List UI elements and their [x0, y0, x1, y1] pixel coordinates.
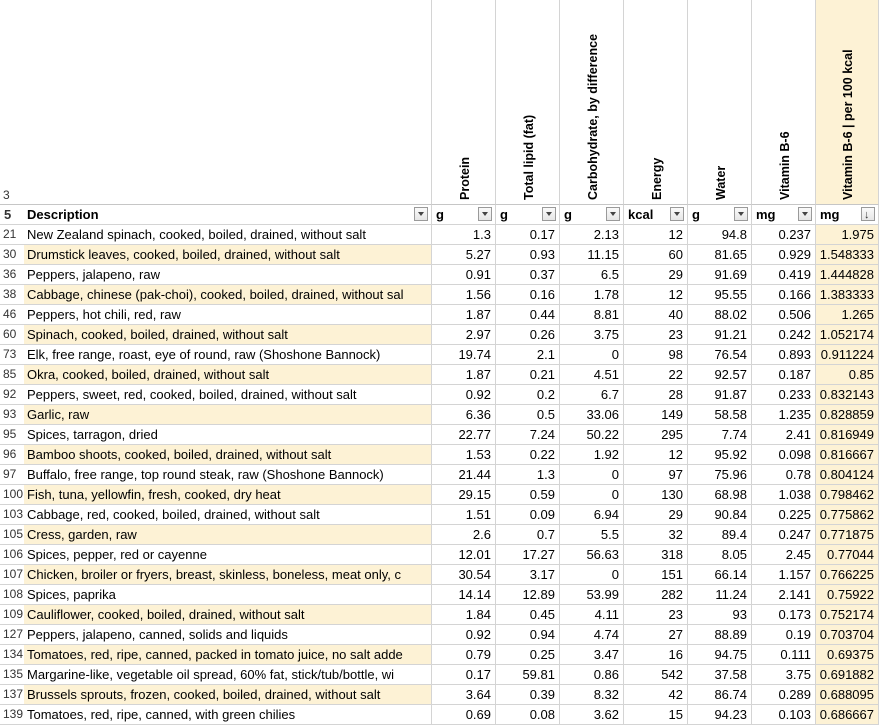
row-number[interactable]: 97 [0, 465, 24, 485]
cell-water[interactable]: 88.02 [688, 305, 752, 325]
cell-protein[interactable]: 12.01 [432, 545, 496, 565]
cell-carb[interactable]: 0 [560, 465, 624, 485]
column-title-carb: Carbohydrate, by difference [585, 33, 600, 200]
row-number[interactable]: 30 [0, 245, 24, 265]
cell-b6[interactable]: 0.893 [752, 345, 816, 365]
cell-water[interactable]: 76.54 [688, 345, 752, 365]
cell-fat[interactable]: 0.59 [496, 485, 560, 505]
cell-b6kcal[interactable]: 0.798462 [816, 485, 879, 505]
units-cell-water[interactable] [688, 205, 752, 225]
unit-label: g [692, 207, 700, 222]
cell-carb[interactable]: 3.75 [560, 325, 624, 345]
units-cell-protein[interactable] [432, 205, 496, 225]
table-row [0, 505, 879, 525]
cell-fat[interactable]: 3.17 [496, 565, 560, 585]
cell-protein[interactable]: 19.74 [432, 345, 496, 365]
cell-carb[interactable]: 8.32 [560, 685, 624, 705]
row-number[interactable]: 103 [0, 505, 24, 525]
cell-b6kcal[interactable]: 0.752174 [816, 605, 879, 625]
cell-carb[interactable]: 0 [560, 485, 624, 505]
cell-protein[interactable]: 0.91 [432, 265, 496, 285]
cell-desc[interactable]: Bamboo shoots, cooked, boiled, drained, without salt [24, 445, 432, 465]
table-row [0, 285, 879, 305]
cell-desc[interactable]: New Zealand spinach, cooked, boiled, drained, without salt [24, 225, 432, 245]
row-number[interactable]: 127 [0, 625, 24, 645]
cell-fat[interactable]: 0.21 [496, 365, 560, 385]
cell-carb[interactable]: 6.7 [560, 385, 624, 405]
cell-desc[interactable]: Spices, tarragon, dried [24, 425, 432, 445]
unit-label: g [500, 207, 508, 222]
cell-desc[interactable]: Drumstick leaves, cooked, boiled, drained, without salt [24, 245, 432, 265]
cell-protein[interactable]: 22.77 [432, 425, 496, 445]
cell-fat[interactable]: 0.17 [496, 225, 560, 245]
cell-b6kcal[interactable]: 0.691882 [816, 665, 879, 685]
cell-carb[interactable]: 3.62 [560, 705, 624, 725]
cell-protein[interactable]: 5.27 [432, 245, 496, 265]
cell-b6kcal[interactable]: 0.771875 [816, 525, 879, 545]
cell-water[interactable]: 66.14 [688, 565, 752, 585]
cell-fat[interactable]: 0.2 [496, 385, 560, 405]
cell-desc[interactable]: Spinach, cooked, boiled, drained, without salt [24, 325, 432, 345]
table-row [0, 405, 879, 425]
unit-label: g [564, 207, 572, 222]
cell-carb[interactable]: 56.63 [560, 545, 624, 565]
cell-water[interactable]: 86.74 [688, 685, 752, 705]
cell-energy[interactable]: 98 [624, 345, 688, 365]
units-row [0, 205, 879, 225]
cell-fat[interactable]: 17.27 [496, 545, 560, 565]
cell-b6kcal[interactable]: 0.766225 [816, 565, 879, 585]
row-number[interactable]: 46 [0, 305, 24, 325]
cell-energy[interactable]: 27 [624, 625, 688, 645]
filter-dropdown-icon[interactable] [606, 207, 620, 221]
row-number[interactable]: 107 [0, 565, 24, 585]
cell-protein[interactable]: 1.87 [432, 365, 496, 385]
cell-carb[interactable]: 1.78 [560, 285, 624, 305]
cell-b6[interactable]: 0.187 [752, 365, 816, 385]
table-row [0, 445, 879, 465]
filter-dropdown-icon[interactable] [798, 207, 812, 221]
cell-b6kcal[interactable]: 1.975 [816, 225, 879, 245]
cell-protein[interactable]: 0.92 [432, 385, 496, 405]
row-number[interactable]: 95 [0, 425, 24, 445]
table-row [0, 345, 879, 365]
cell-b6[interactable]: 1.157 [752, 565, 816, 585]
cell-fat[interactable]: 12.89 [496, 585, 560, 605]
cell-energy[interactable]: 42 [624, 685, 688, 705]
cell-fat[interactable]: 0.09 [496, 505, 560, 525]
table-row [0, 485, 879, 505]
cell-protein[interactable]: 3.64 [432, 685, 496, 705]
cell-b6kcal[interactable]: 1.548333 [816, 245, 879, 265]
cell-b6kcal[interactable]: 0.69375 [816, 645, 879, 665]
unit-label: mg [756, 207, 776, 222]
cell-b6[interactable]: 0.419 [752, 265, 816, 285]
row-number[interactable]: 108 [0, 585, 24, 605]
row-number[interactable]: 38 [0, 285, 24, 305]
units-cell-description[interactable] [24, 205, 432, 225]
row-number[interactable]: 85 [0, 365, 24, 385]
cell-energy[interactable]: 282 [624, 585, 688, 605]
header-cell-fat[interactable] [496, 0, 560, 205]
cell-protein[interactable]: 0.92 [432, 625, 496, 645]
cell-energy[interactable]: 542 [624, 665, 688, 685]
header-cell-energy[interactable] [624, 0, 688, 205]
cell-desc[interactable]: Tomatoes, red, ripe, canned, packed in tomato juice, no salt adde [24, 645, 432, 665]
cell-carb[interactable]: 1.92 [560, 445, 624, 465]
cell-energy[interactable]: 23 [624, 605, 688, 625]
cell-desc[interactable]: Cauliflower, cooked, boiled, drained, without salt [24, 605, 432, 625]
cell-b6[interactable]: 0.19 [752, 625, 816, 645]
row-number[interactable]: 137 [0, 685, 24, 705]
cell-water[interactable]: 68.98 [688, 485, 752, 505]
cell-fat[interactable]: 0.45 [496, 605, 560, 625]
cell-water[interactable]: 95.55 [688, 285, 752, 305]
cell-energy[interactable]: 97 [624, 465, 688, 485]
cell-b6kcal[interactable]: 0.686667 [816, 705, 879, 725]
units-cell-carb[interactable] [560, 205, 624, 225]
cell-desc[interactable]: Tomatoes, red, ripe, canned, with green chilies [24, 705, 432, 725]
cell-fat[interactable]: 0.26 [496, 325, 560, 345]
cell-fat[interactable]: 1.3 [496, 465, 560, 485]
cell-desc[interactable]: Cabbage, chinese (pak-choi), cooked, boiled, drained, without sal [24, 285, 432, 305]
cell-protein[interactable]: 0.79 [432, 645, 496, 665]
table-row [0, 645, 879, 665]
row-number[interactable]: 73 [0, 345, 24, 365]
cell-fat[interactable]: 0.16 [496, 285, 560, 305]
cell-protein[interactable]: 21.44 [432, 465, 496, 485]
cell-b6[interactable]: 2.141 [752, 585, 816, 605]
cell-energy[interactable]: 151 [624, 565, 688, 585]
cell-energy[interactable]: 60 [624, 245, 688, 265]
cell-protein[interactable]: 30.54 [432, 565, 496, 585]
cell-carb[interactable]: 50.22 [560, 425, 624, 445]
cell-b6kcal[interactable]: 0.832143 [816, 385, 879, 405]
cell-b6kcal[interactable]: 0.816949 [816, 425, 879, 445]
cell-fat[interactable]: 0.25 [496, 645, 560, 665]
table-row [0, 365, 879, 385]
cell-protein[interactable]: 29.15 [432, 485, 496, 505]
cell-carb[interactable]: 4.11 [560, 605, 624, 625]
cell-protein[interactable]: 0.69 [432, 705, 496, 725]
cell-protein[interactable]: 1.56 [432, 285, 496, 305]
cell-b6kcal[interactable]: 0.703704 [816, 625, 879, 645]
cell-carb[interactable]: 0.86 [560, 665, 624, 685]
cell-water[interactable]: 11.24 [688, 585, 752, 605]
cell-b6[interactable]: 1.235 [752, 405, 816, 425]
row-number[interactable]: 134 [0, 645, 24, 665]
cell-water[interactable]: 93 [688, 605, 752, 625]
cell-carb[interactable]: 0 [560, 565, 624, 585]
table-row [0, 385, 879, 405]
cell-desc[interactable]: Cress, garden, raw [24, 525, 432, 545]
cell-carb[interactable]: 11.15 [560, 245, 624, 265]
cell-water[interactable]: 94.23 [688, 705, 752, 725]
cell-carb[interactable]: 2.13 [560, 225, 624, 245]
table-row [0, 585, 879, 605]
table-row [0, 225, 879, 245]
cell-water[interactable]: 81.65 [688, 245, 752, 265]
cell-energy[interactable]: 40 [624, 305, 688, 325]
header-cell-b6kcal[interactable] [816, 0, 879, 205]
cell-energy[interactable]: 295 [624, 425, 688, 445]
cell-energy[interactable]: 22 [624, 365, 688, 385]
header-cell-water[interactable] [688, 0, 752, 205]
unit-label: mg [820, 207, 840, 222]
table-row [0, 465, 879, 485]
header-cell-b6[interactable] [752, 0, 816, 205]
cell-fat[interactable]: 0.37 [496, 265, 560, 285]
row-number[interactable]: 100 [0, 485, 24, 505]
cell-water[interactable]: 94.75 [688, 645, 752, 665]
cell-energy[interactable]: 15 [624, 705, 688, 725]
cell-protein[interactable]: 1.51 [432, 505, 496, 525]
table-row [0, 425, 879, 445]
row-number[interactable]: 135 [0, 665, 24, 685]
row-number[interactable]: 60 [0, 325, 24, 345]
column-title-energy: Energy [649, 157, 664, 200]
cell-desc[interactable]: Cabbage, red, cooked, boiled, drained, without salt [24, 505, 432, 525]
cell-b6[interactable]: 1.038 [752, 485, 816, 505]
cell-b6[interactable]: 0.111 [752, 645, 816, 665]
cell-energy[interactable]: 23 [624, 325, 688, 345]
cell-water[interactable]: 94.8 [688, 225, 752, 245]
cell-water[interactable]: 91.87 [688, 385, 752, 405]
header-row [0, 0, 879, 205]
description-header: Description [27, 207, 99, 222]
cell-protein[interactable]: 6.36 [432, 405, 496, 425]
cell-b6kcal[interactable]: 0.75922 [816, 585, 879, 605]
cell-energy[interactable]: 12 [624, 445, 688, 465]
cell-carb[interactable]: 53.99 [560, 585, 624, 605]
cell-fat[interactable]: 0.08 [496, 705, 560, 725]
cell-desc[interactable]: Elk, free range, roast, eye of round, raw (Shoshone Bannock) [24, 345, 432, 365]
cell-carb[interactable]: 4.51 [560, 365, 624, 385]
row-number[interactable]: 5 [0, 205, 24, 225]
table-row [0, 245, 879, 265]
cell-desc[interactable]: Okra, cooked, boiled, drained, without salt [24, 365, 432, 385]
cell-protein[interactable]: 1.3 [432, 225, 496, 245]
table-row [0, 705, 879, 725]
cell-b6kcal[interactable]: 0.688095 [816, 685, 879, 705]
column-title-water: Water [713, 165, 728, 200]
sort-descending-filter-icon[interactable] [861, 207, 875, 221]
cell-carb[interactable]: 5.5 [560, 525, 624, 545]
row-number[interactable]: 109 [0, 605, 24, 625]
cell-carb[interactable]: 4.74 [560, 625, 624, 645]
table-row [0, 685, 879, 705]
cell-carb[interactable]: 8.81 [560, 305, 624, 325]
cell-water[interactable]: 88.89 [688, 625, 752, 645]
cell-desc[interactable]: Spices, pepper, red or cayenne [24, 545, 432, 565]
cell-desc[interactable]: Chicken, broiler or fryers, breast, skinless, boneless, meat only, c [24, 565, 432, 585]
table-row [0, 525, 879, 545]
cell-desc[interactable]: Garlic, raw [24, 405, 432, 425]
cell-energy[interactable]: 318 [624, 545, 688, 565]
cell-water[interactable]: 90.84 [688, 505, 752, 525]
column-title-fat: Total lipid (fat) [521, 114, 536, 200]
cell-water[interactable]: 58.58 [688, 405, 752, 425]
cell-fat[interactable]: 0.39 [496, 685, 560, 705]
row-number[interactable]: 3 [0, 0, 24, 205]
row-number[interactable]: 93 [0, 405, 24, 425]
filter-dropdown-icon[interactable] [734, 207, 748, 221]
cell-b6[interactable]: 0.289 [752, 685, 816, 705]
cell-energy[interactable]: 29 [624, 505, 688, 525]
table-row [0, 545, 879, 565]
cell-energy[interactable]: 16 [624, 645, 688, 665]
cell-energy[interactable]: 28 [624, 385, 688, 405]
units-cell-fat[interactable] [496, 205, 560, 225]
cell-protein[interactable]: 1.87 [432, 305, 496, 325]
cell-b6[interactable]: 0.225 [752, 505, 816, 525]
cell-desc[interactable]: Peppers, jalapeno, raw [24, 265, 432, 285]
cell-b6[interactable]: 0.166 [752, 285, 816, 305]
cell-b6[interactable]: 0.233 [752, 385, 816, 405]
cell-b6kcal[interactable]: 1.265 [816, 305, 879, 325]
cell-b6[interactable]: 0.242 [752, 325, 816, 345]
cell-energy[interactable]: 130 [624, 485, 688, 505]
table-row [0, 625, 879, 645]
cell-b6[interactable]: 0.78 [752, 465, 816, 485]
cell-water[interactable]: 92.57 [688, 365, 752, 385]
cell-fat[interactable]: 0.22 [496, 445, 560, 465]
units-cell-b6[interactable] [752, 205, 816, 225]
filter-dropdown-icon[interactable] [542, 207, 556, 221]
cell-b6kcal[interactable]: 1.444828 [816, 265, 879, 285]
cell-carb[interactable]: 0 [560, 345, 624, 365]
row-number[interactable]: 92 [0, 385, 24, 405]
cell-b6[interactable]: 0.929 [752, 245, 816, 265]
cell-desc[interactable]: Fish, tuna, yellowfin, fresh, cooked, dry heat [24, 485, 432, 505]
cell-energy[interactable]: 149 [624, 405, 688, 425]
cell-energy[interactable]: 32 [624, 525, 688, 545]
cell-b6[interactable]: 2.41 [752, 425, 816, 445]
cell-carb[interactable]: 6.5 [560, 265, 624, 285]
row-number[interactable]: 105 [0, 525, 24, 545]
cell-desc[interactable]: Spices, paprika [24, 585, 432, 605]
cell-protein[interactable]: 1.84 [432, 605, 496, 625]
column-title-b6kcal: Vitamin B-6 | per 100 kcal [841, 49, 855, 200]
cell-fat[interactable]: 0.93 [496, 245, 560, 265]
cell-b6kcal[interactable]: 0.828859 [816, 405, 879, 425]
cell-desc[interactable]: Margarine-like, vegetable oil spread, 60% fat, stick/tub/bottle, wi [24, 665, 432, 685]
cell-water[interactable]: 37.58 [688, 665, 752, 685]
row-number[interactable]: 36 [0, 265, 24, 285]
cell-b6kcal[interactable]: 1.052174 [816, 325, 879, 345]
cell-b6[interactable]: 3.75 [752, 665, 816, 685]
cell-fat[interactable]: 7.24 [496, 425, 560, 445]
table-row [0, 325, 879, 345]
cell-energy[interactable]: 12 [624, 225, 688, 245]
filter-dropdown-icon[interactable] [478, 207, 492, 221]
table-row [0, 265, 879, 285]
cell-water[interactable]: 75.96 [688, 465, 752, 485]
cell-b6kcal[interactable]: 0.804124 [816, 465, 879, 485]
cell-b6[interactable]: 0.506 [752, 305, 816, 325]
filter-dropdown-icon[interactable] [670, 207, 684, 221]
row-number[interactable]: 139 [0, 705, 24, 725]
row-number[interactable]: 21 [0, 225, 24, 245]
row-number[interactable]: 106 [0, 545, 24, 565]
cell-b6kcal[interactable]: 1.383333 [816, 285, 879, 305]
cell-fat[interactable]: 2.1 [496, 345, 560, 365]
table-row [0, 305, 879, 325]
cell-protein[interactable]: 1.53 [432, 445, 496, 465]
header-cell-protein[interactable] [432, 0, 496, 205]
cell-b6kcal[interactable]: 0.77044 [816, 545, 879, 565]
filter-dropdown-icon[interactable] [414, 207, 428, 221]
cell-protein[interactable]: 14.14 [432, 585, 496, 605]
cell-water[interactable]: 8.05 [688, 545, 752, 565]
cell-desc[interactable]: Brussels sprouts, frozen, cooked, boiled, drained, without salt [24, 685, 432, 705]
cell-protein[interactable]: 2.97 [432, 325, 496, 345]
column-title-protein: Protein [457, 156, 472, 200]
cell-water[interactable]: 7.74 [688, 425, 752, 445]
cell-energy[interactable]: 12 [624, 285, 688, 305]
cell-b6[interactable]: 0.237 [752, 225, 816, 245]
cell-fat[interactable]: 0.7 [496, 525, 560, 545]
cell-b6[interactable]: 0.098 [752, 445, 816, 465]
unit-label: g [436, 207, 444, 222]
cell-carb[interactable]: 33.06 [560, 405, 624, 425]
row-number[interactable]: 96 [0, 445, 24, 465]
cell-desc[interactable]: Peppers, hot chili, red, raw [24, 305, 432, 325]
cell-b6kcal[interactable]: 0.816667 [816, 445, 879, 465]
cell-protein[interactable]: 0.17 [432, 665, 496, 685]
cell-protein[interactable]: 2.6 [432, 525, 496, 545]
table-row [0, 565, 879, 585]
cell-fat[interactable]: 59.81 [496, 665, 560, 685]
cell-b6[interactable]: 0.103 [752, 705, 816, 725]
table-row [0, 605, 879, 625]
cell-fat[interactable]: 0.94 [496, 625, 560, 645]
cell-b6[interactable]: 0.247 [752, 525, 816, 545]
units-cell-b6kcal[interactable] [816, 205, 879, 225]
cell-water[interactable]: 91.69 [688, 265, 752, 285]
header-cell-description[interactable] [24, 0, 432, 205]
cell-fat[interactable]: 0.44 [496, 305, 560, 325]
cell-desc[interactable]: Peppers, jalapeno, canned, solids and liquids [24, 625, 432, 645]
cell-water[interactable]: 89.4 [688, 525, 752, 545]
header-cell-carb[interactable] [560, 0, 624, 205]
cell-desc[interactable]: Peppers, sweet, red, cooked, boiled, drained, without salt [24, 385, 432, 405]
cell-b6kcal[interactable]: 0.911224 [816, 345, 879, 365]
cell-desc[interactable]: Buffalo, free range, top round steak, raw (Shoshone Bannock) [24, 465, 432, 485]
cell-fat[interactable]: 0.5 [496, 405, 560, 425]
table-row [0, 665, 879, 685]
cell-b6kcal[interactable]: 0.775862 [816, 505, 879, 525]
cell-b6[interactable]: 0.173 [752, 605, 816, 625]
cell-b6kcal[interactable]: 0.85 [816, 365, 879, 385]
cell-water[interactable]: 95.92 [688, 445, 752, 465]
unit-label: kcal [628, 207, 654, 222]
cell-carb[interactable]: 3.47 [560, 645, 624, 665]
cell-carb[interactable]: 6.94 [560, 505, 624, 525]
cell-energy[interactable]: 29 [624, 265, 688, 285]
cell-b6[interactable]: 2.45 [752, 545, 816, 565]
column-title-b6: Vitamin B-6 [777, 131, 792, 200]
cell-water[interactable]: 91.21 [688, 325, 752, 345]
units-cell-energy[interactable] [624, 205, 688, 225]
